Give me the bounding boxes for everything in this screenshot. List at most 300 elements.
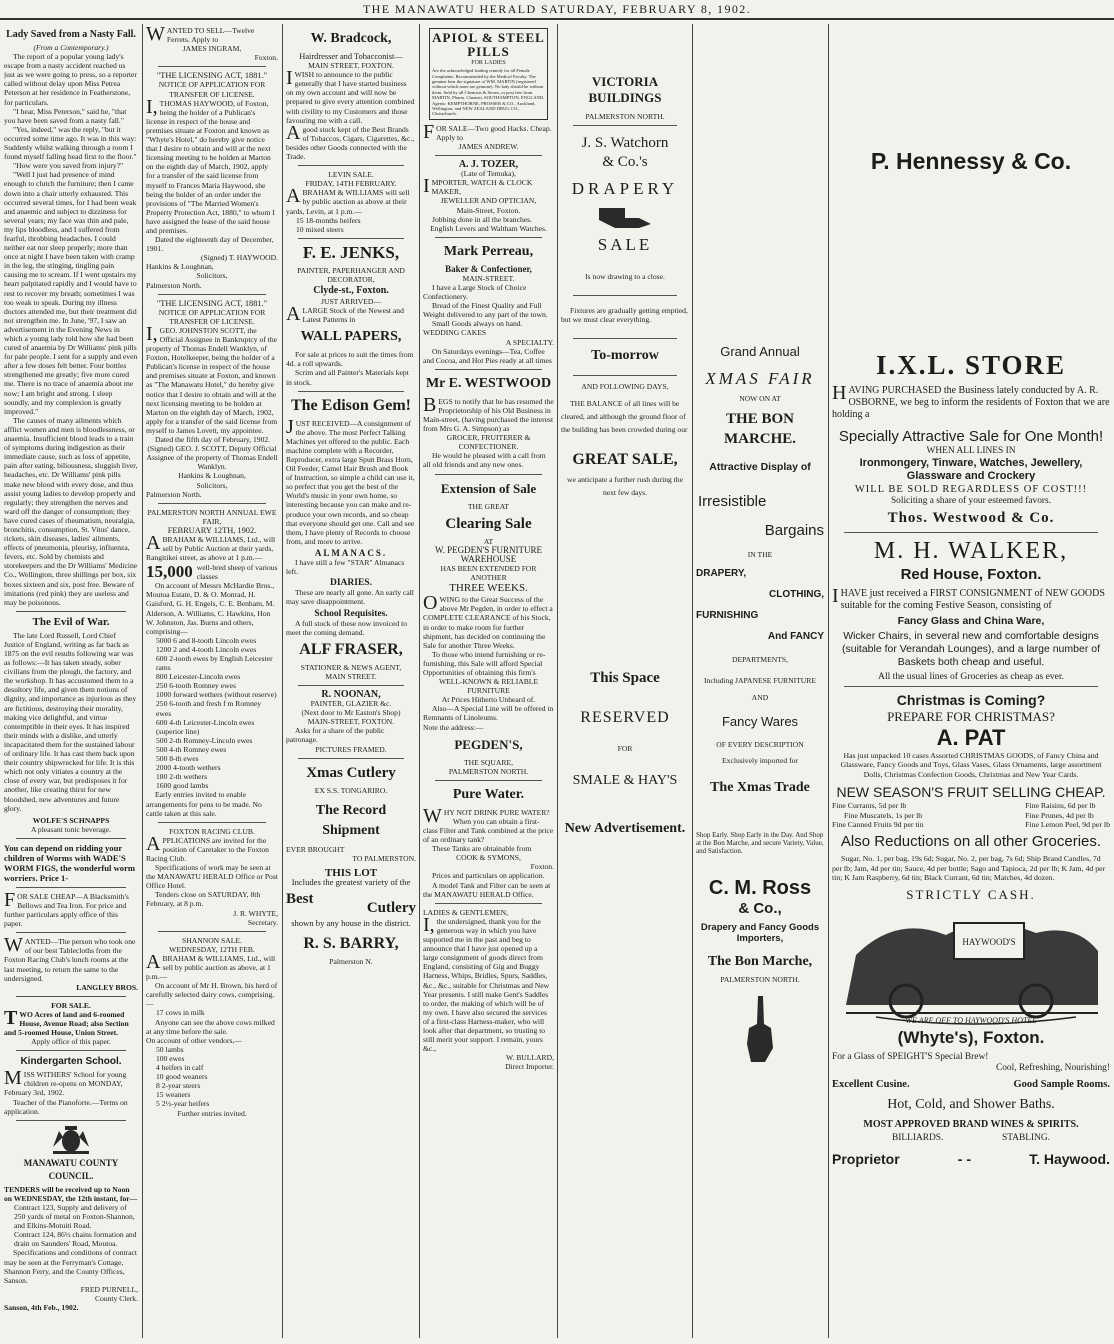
ad-water-body: These Tanks are obtainable from <box>432 844 532 854</box>
ad-water-body: Foxton. <box>530 862 554 872</box>
column-3 <box>286 26 416 1340</box>
ad-ewe-fair-body: ABRAHAM & WILLIAMS, Ltd., will sell by Public Auction at their yards, Rangitikei street, as above at 1 p.m.— <box>146 531 276 563</box>
ad-wolfe-title: WOLFE'S SCHNAPPS <box>32 815 110 825</box>
ad-japanese-furniture: Including JAPANESE FURNITURE <box>704 676 816 686</box>
ad-wines: MOST APPROVED BRAND WINES & SPIRITS. <box>863 1118 1079 1130</box>
ad-noonan-sub: PAINTER, GLAZIER &c. <box>310 699 392 709</box>
ad-worm-figs: You can depend on ridding your children of Worms with WADE'S WORM FIGS, the wonderful worm worriers. Price 1- <box>4 842 136 883</box>
ad-cutlery-ship: EX S.S. TONGARIRO. <box>314 785 388 795</box>
ad-bradcock-sub: Hairdresser and Tobacconist— <box>299 52 403 61</box>
ad-noonan-body: Asks for a share of the public patronage. <box>286 726 385 745</box>
ad-diaries-body: These are nearly all gone. An early call may save disappointment. <box>286 588 414 607</box>
ad-wanted-tablecloth: WANTED—The person who took one of our best Tablecloths from the Foxton Racing Club's lunch rooms at the last meeting, to return the same to the undersigned. <box>4 934 136 983</box>
ad-clothing-dept: CLOTHING, <box>769 589 824 601</box>
notice-licensing-sub: NOTICE OF APPLICATION FOR TRANSFER OF LICENSE. <box>158 307 266 326</box>
ad-levin-title: LEVIN SALE. <box>328 170 374 180</box>
article-source: (From a Contemporary.) <box>33 43 109 52</box>
list-item: 500 8-th ewes <box>156 754 199 764</box>
ad-shannon-body: On account of other vendors,— <box>146 1035 242 1045</box>
ad-proprietor-dash: - - <box>957 1150 971 1167</box>
ad-tozer-body: IMPORTER, WATCH & CLOCK MAKER, <box>423 175 533 198</box>
ad-tozer-body: English Levers and Waltham Watches. <box>430 223 547 233</box>
ad-almanacs-body: I have still a few "STAR" Almanacs left. <box>286 558 405 577</box>
ad-extension-the: THE GREAT <box>467 501 510 511</box>
ad-bullard-body: I,the undersigned, thank you for the generous way in which you have supported me in the past and beg to announce that I have just opened up a large consignment of goods direct from England, consisting of Gig and Buggy Harness, Whips, Bridles, Spurs, Saddles, &c., &c., suitable for Christmas and New Year presents. I still make Gent's Saddles to order, the making of which will be of my own. I have also secured the services of a first-class Harness-maker, who will look after that department, so trusting to still merit your support. I remain, yours &c., <box>423 913 550 1054</box>
coat-of-arms-icon <box>49 1125 93 1155</box>
ad-xmas-trade: The Xmas Trade <box>710 779 810 795</box>
notice-place: Palmerston North. <box>146 280 202 290</box>
ad-when-all: WHEN ALL LINES IN <box>926 446 1016 456</box>
list-item: 15 18-months heifers <box>296 215 361 225</box>
ad-shannon-title: SHANNON SALE. <box>182 935 242 945</box>
ad-perreau-body: Bread of the Finest Quality and Full Weight delivered to any part of the town. <box>423 301 548 320</box>
ad-racing-body: Tenders close on SATURDAY, 8th February, at 8 p.m. <box>146 890 261 909</box>
article-title-war: The Evil of War. <box>32 615 110 628</box>
notice-licensing-sub: NOTICE OF APPLICATION FOR TRANSFER OF LICENSE. <box>158 80 266 99</box>
ad-fancy-glass: Fancy Glass and China Ware, <box>897 615 1045 627</box>
ad-fraser-street: MAIN STREET. <box>325 671 377 681</box>
ad-fancy-dept: And FANCY <box>767 631 824 643</box>
ad-cool: Cool, Refreshing, Nourishing! <box>995 1062 1110 1073</box>
ad-perreau-body: On Saturdays evenings—Tea, Coffee and Cocoa, and Hot Pies ready at all times <box>423 346 552 365</box>
list-item: 10 good weaners <box>156 1072 208 1082</box>
ad-county-date: Sanson, 4th Feb., 1902. <box>4 1302 79 1312</box>
price-item: Fine Prunes, 4d per lb <box>1025 810 1094 820</box>
ad-special-sale: Specially Attractive Sale for One Month! <box>838 428 1104 445</box>
list-item: 5000 6 and 8-tooth Lincoln ewes <box>156 635 257 645</box>
ad-water-body: Prices and particulars on application. <box>432 871 545 881</box>
ad-grand-annual: Grand Annual <box>720 344 800 359</box>
ad-a-pat: A. PAT <box>936 725 1006 750</box>
ad-pegden-name: PEGDEN'S, <box>454 736 523 752</box>
ad-smale-hay: SMALE & HAY'S <box>572 772 678 788</box>
ad-shown: shown by any house in the district. <box>291 918 411 929</box>
ad-apiol-title: APIOL & STEEL PILLS <box>432 30 545 59</box>
ad-furnishing-dept: FURNISHING <box>696 610 759 622</box>
ad-thos-westwood: Thos. Westwood & Co. <box>887 510 1055 526</box>
ad-cm-ross: C. M. Ross <box>708 876 812 899</box>
ad-shop-early: Shop Early. Shop Early in the Day. And Shop at the Bon Marche, and secure Variety, Value, and Satisfaction. <box>696 830 824 856</box>
ad-jenks-title: F. E. JENKS, <box>302 242 400 262</box>
ad-forsale-title: FOR SALE. <box>51 1000 91 1010</box>
ad-county-p1: TENDERS will be received up to Noon on WEDNESDAY, the 12th instant, for— <box>4 1184 138 1203</box>
ad-drapery: DRAPERY <box>571 179 679 199</box>
ad-pegden-place: PALMERSTON NORTH. <box>448 766 529 776</box>
ad-cutlery-title: Xmas Cutlery <box>306 764 396 781</box>
ad-baths: Hot, Cold, and Shower Baths. <box>887 1096 1055 1112</box>
ad-racing-sig: J. R. WHYTE, <box>233 908 278 918</box>
ad-noonan-title: R. NOONAN, <box>321 688 381 700</box>
list-item: 1600 good lambs <box>156 781 209 791</box>
ad-edison-title: The Edison Gem! <box>290 396 411 414</box>
notice-solicitors: Hankins & Loughnan, <box>178 471 246 481</box>
ad-perreau-street: MAIN-STREET. <box>462 273 515 283</box>
column-4 <box>423 26 554 1340</box>
ad-kindergarten-title: Kindergarten School. <box>20 1056 122 1068</box>
ad-water-body: A model Tank and Filter can be seen at the MANAWATU HERALD Office. <box>423 880 551 899</box>
ad-county-sig2: County Clerk. <box>94 1293 138 1303</box>
price-item: Fine Currants, 5d per lb <box>832 801 907 811</box>
column-rule <box>419 24 420 1338</box>
ad-apiol-box <box>429 28 548 120</box>
ad-bullard-sig: W. BULLARD, <box>505 1053 554 1063</box>
ad-will-be-sold: WILL BE SOLD REGARDLESS OF COST!!! <box>854 484 1088 495</box>
ad-ewe-note: Early entries invited to enable arrangements for pens to be made. No cattle taken at this sale. <box>146 790 262 818</box>
ad-jenks-street: Clyde-st., Foxton. <box>313 284 389 296</box>
ad-fruit-prices <box>832 801 1110 829</box>
ad-noonan-body: PICTURES FRAMED. <box>315 744 387 754</box>
ad-three-weeks: THREE WEEKS. <box>449 582 528 595</box>
ad-pegden-warehouse: W. PEGDEN'S FURNITURE WAREHOUSE <box>434 544 543 564</box>
ad-tozer-sub: (Late of Temuka), <box>461 169 516 179</box>
ad-extension-body: Also—A Special Line will be offered in Remnants of Linoleums. <box>423 704 554 723</box>
ad-proprietor-row <box>832 1150 1110 1168</box>
ad-christmas-coming: Christmas is Coming? <box>896 692 1046 708</box>
column-6 <box>696 26 824 1340</box>
ad-apiol-body: Are the acknowledged leading remedy for all Female Complaints. Recommended by the Medical Faculty. The genuine bear the signature of WM. MARTIN (registered without which none are genuine). No lady should be without them. Sold by all Chemists & Stores, or post free from MARTIN, Pharm. Chemist, SOUTHAMPTON, ENGLAND. Agents: KEMPTHORNE, PROSSER & CO., Auckland, Wellington, and NEW ZEALAND DRUG CO., Christchurch. <box>432 68 545 117</box>
ad-levin-body: ABRAHAM & WILLIAMS will sell by public auction as above at their yards, Levin, at 1 p.m.— <box>286 185 410 216</box>
ad-ross-co: & Co., <box>738 899 782 917</box>
list-item: 10 mixed steers <box>296 224 344 234</box>
ad-perreau-body: WEDDING CAKES <box>423 328 487 338</box>
ad-bon-marche: THE BON MARCHE. <box>723 411 797 448</box>
ad-ixl-store: I.X.L. STORE <box>875 350 1067 380</box>
ad-victoria-place: PALMERSTON NORTH. <box>585 112 665 121</box>
ad-record-body: EVER BROUGHT <box>286 844 345 854</box>
ad-new-advertisement: New Advertisement. <box>564 820 686 836</box>
ad-cuisine-row <box>832 1078 1110 1092</box>
ad-watchorn-co: & Co.'s <box>602 154 648 171</box>
ad-bradcock-body: Agood stock kept of the Best Brands of Tobaccos, Cigars, Cigarettes, &c., besides other Goods connected with the Trade. <box>286 121 415 162</box>
ad-bon-marche-place: PALMERSTON NORTH. <box>720 974 800 984</box>
column-rule <box>557 24 558 1338</box>
ad-bullard-title: LADIES & GENTLEMEN, <box>423 907 508 917</box>
ad-ewe-fair-date: FEBRUARY 12TH, 1902. <box>167 525 257 535</box>
ad-wicker-chairs: Wicker Chairs, in several new and comfortable designs (suitable for Verandah Lounges), and a large number of Baskets both cheap and useful. <box>841 630 1100 668</box>
ad-exclusively: Exclusively imported for <box>722 755 798 765</box>
ad-shannon-date: WEDNESDAY, 12TH FEB. <box>169 944 255 954</box>
ad-kindergarten-body: MISS WITHERS' School for young children re-opens on MONDAY, February 3rd, 1902. <box>4 1067 127 1098</box>
ad-wanted-place: Foxton. <box>254 53 278 63</box>
ad-record-body: TO PALMERSTON. <box>352 853 416 863</box>
ad-clearing-sale: Clearing Sale <box>445 515 532 532</box>
pointing-hand-up-icon <box>743 994 777 1064</box>
ad-kindergarten-terms: Teacher of the Pianoforte.—Terms on application. <box>4 1097 128 1116</box>
notice-place: Palmerston North. <box>146 489 202 499</box>
list-item: 2000 4-tooth wethers <box>156 763 221 773</box>
ad-fraser-sub: STATIONER & NEWS AGENT, <box>300 662 402 672</box>
ad-water-body: When you can obtain a first-class Filter and Tank combined at the price of an ordinary tank? <box>423 816 554 845</box>
ad-perreau-body: Small Goods always on hand. <box>432 319 523 329</box>
ad-departments: DEPARTMENTS, <box>731 655 788 665</box>
ad-jenks-sub: PAINTER, PAPERHANGER AND DECORATOR, <box>297 265 405 284</box>
ad-water-title: Pure Water. <box>452 786 525 802</box>
ad-record-shipment: The Record Shipment <box>315 802 387 838</box>
list-item: 600 4-th Leicester-Lincoln ewes (superior line) <box>156 717 255 736</box>
ad-tomorrow: To-morrow <box>591 348 659 364</box>
ad-bradcock-body: IWISH to announce to the public generally that I have started business on my own account and will now be prepared to give every attention combined with civility to my Customers and those favouring me with a call. <box>286 67 415 125</box>
price-item: Fine Muscatels, 1s per lb <box>844 810 923 820</box>
ad-perreau-body: A SPECIALTY. <box>505 337 554 347</box>
ad-drapery-dept: DRAPERY, <box>696 568 747 580</box>
ad-fraser-title: ALF FRASER, <box>299 640 403 658</box>
ad-attractive-display: Attractive Display of <box>709 461 811 474</box>
ad-prepare: PREPARE FOR CHRISTMAS? <box>887 709 1055 724</box>
ad-shannon-body: Anyone can see the above cows milked at any time before the sale. <box>146 1017 275 1036</box>
ad-perreau-sub: Baker & Confectioner, <box>445 263 532 274</box>
ad-racing-club-title: FOXTON RACING CLUB. <box>169 826 255 836</box>
ad-perreau-title: Mark Perreau, <box>443 243 534 259</box>
article-paragraph: "I hear, Miss Peterson," said he, "that you have been saved from a nasty fall." <box>4 106 127 125</box>
ad-hennessy: P. Hennessy & Co. <box>870 148 1072 174</box>
ad-lot-body: Includes the greatest variety of the <box>291 877 411 887</box>
list-item: 500 2-th Romney-Lincoln ewes <box>156 735 253 745</box>
ad-xmas-fair: XMAS FAIR <box>705 369 815 388</box>
ad-victoria-buildings: VICTORIA BUILDINGS <box>588 74 662 105</box>
ad-strictly-cash: STRICTLY CASH. <box>906 886 1036 902</box>
price-item: Fine Canned Fruits 9d per tin <box>832 820 924 830</box>
ad-extension-title: Extension of Sale <box>440 480 537 496</box>
list-item: 180 2-th wethers <box>156 772 208 782</box>
ad-billiards: BILLIARDS. <box>892 1132 944 1143</box>
ad-levin-date: FRIDAY, 14TH FEBRUARY. <box>305 179 397 189</box>
ad-wolfe-sub: A pleasant tonic beverage. <box>30 824 112 834</box>
ad-cutlery: Cutlery <box>366 900 416 917</box>
list-item: 1200 2 and 4-tooth Lincoln ewes <box>156 644 257 654</box>
ad-bon-marche-2: The Bon Marche, <box>707 953 813 969</box>
ad-extension-body: WELL-KNOWN & RELIABLE FURNITURE <box>438 677 539 696</box>
list-item: 100 ewes <box>156 1053 185 1063</box>
ad-in-the: IN THE <box>747 550 773 560</box>
pointing-hand-icon <box>595 202 655 232</box>
ad-shannon-body: On account of Mr H. Brown, his herd of carefully selected dairy cows, comprising,— <box>146 981 278 1009</box>
notice-licensing-sig: (Signed) GEO. J. SCOTT, Deputy Official Assignee of the property of Thomas Endell Wanklyn. <box>146 444 278 472</box>
ad-barry-name: R. S. BARRY, <box>303 935 399 953</box>
article-paragraph: The report of a popular young lady's escape from a nasty accident reached us just as we were going to press, so a reporter called without delay upon Miss Petrea Peterson at her residence in Featherstone, for particulars. <box>4 52 137 107</box>
notice-solicitors: Hankins & Loughnan, <box>146 262 214 272</box>
ad-great-sale: GREAT SALE, <box>572 451 678 469</box>
ad-walker-body: IHAVE just received a FIRST CONSIGNMENT of NEW GOODS suitable for the coming Festive Season, consisting of <box>832 585 1105 611</box>
ad-perreau-body: I have a Large Stock of Choice Confectionery. <box>423 282 527 302</box>
list-item: 50 lambs <box>156 1044 184 1054</box>
ad-bullard-sig: Direct Importer. <box>505 1062 554 1072</box>
ad-county-council-title: MANAWATU COUNTY COUNCIL. <box>23 1157 119 1181</box>
ad-irresistible: Irresistible <box>698 493 767 511</box>
ad-water-body: COOK & SYMONS, <box>456 853 521 863</box>
ad-bradcock-title: W. Bradcock, <box>310 31 392 46</box>
ad-tozer-body: Jobbing done in all the branches. <box>432 214 532 224</box>
notice-licensing-title: "THE LICENSING ACT, 1881." <box>156 298 268 308</box>
ad-bradcock-street: MAIN STREET, FOXTON. <box>308 61 394 71</box>
notice-licensing-body: I,THOMAS HAYWOOD, of Foxton, being the holder of a Publican's license in respect of the house and premises situate at Foxton and known as "Whyte's Hotel," do hereby give notice that I desire to obtain and will at the next licensing meeting to be holden at Marton on the eighth day of March, 1902, apply for a transfer of the said license from myself to Frances Maria Haywood, she being the holder of an order under the provisions of "The Married Women's Property Protection Act, 1880," to whom I have assigned the lease of the said house and premises. <box>146 95 275 235</box>
list-item: 15 weaners <box>156 1090 191 1100</box>
ad-and: AND <box>751 693 769 703</box>
price-item: Fine Lemon Peel, 9d per lb <box>1025 820 1110 830</box>
ad-sugar-prices: Sugar, No. 1, per bag, 19s 6d; Sugar, No. 2, per bag, 7s 6d; Ship Brand Candles, 7d per lb; Jam, 4d per tin; Sauce, 4d per bottle; Sago and Tapioca, 2d per lb; K Jam, 4d per tin; K Jam Raspberry, 6d tin; Black Currant, 6d tin; Matches, 4d dozen. <box>832 854 1106 883</box>
ad-hacks-name: JAMES ANDREW. <box>458 141 519 151</box>
ad-following-days: AND FOLLOWING DAYS, <box>581 382 669 392</box>
ad-ewe-fair-title: PALMERSTON NORTH ANNUAL EWE FAIR, <box>147 507 277 526</box>
ad-westwood-title: Mr E. WESTWOOD <box>425 375 552 391</box>
ad-tozer-title: A. J. TOZER, <box>458 159 519 171</box>
ad-noonan-sub: (Next door to Mr Easton's Shop) <box>301 708 401 718</box>
ad-usual-lines: All the usual lines of Groceries as cheap as ever. <box>878 671 1064 682</box>
list-item: 600 2-tooth ewes by English Leicester rams <box>156 654 273 673</box>
column-rule <box>692 24 693 1338</box>
list-item: 250 6-tooth Romney ewes <box>156 681 236 691</box>
ad-westwood-body: He would be pleased with a call from all old friends and any new ones. <box>423 451 546 470</box>
ad-reserved: RESERVED <box>580 709 670 727</box>
ad-county-p4: Specifications and conditions of contract may be seen at the Ferryman's Cottage, Shannon Ferry, and the County Offices, Sanson. <box>4 1248 137 1285</box>
ad-speights: For a Glass of SPEIGHT'S Special Brew! <box>832 1051 989 1062</box>
ad-tozer-street: Main-Street, Foxton. <box>456 205 521 215</box>
column-5 <box>561 26 689 1340</box>
article-title-lady: Lady Saved from a Nasty Fall. <box>6 29 136 40</box>
ad-balance: THE BALANCE of all lines will be cleared, and although the ground floor of the building has been crowded during our <box>561 399 688 435</box>
list-item: 4 heifers in calf <box>156 1063 204 1073</box>
coach-sign: HAYWOOD'S <box>962 936 1016 947</box>
ad-wanted-name: JAMES INGRAM, <box>182 44 242 54</box>
ad-this-lot: THIS LOT <box>324 866 378 879</box>
coach-illustration <box>836 905 1106 1025</box>
ad-school-title: School Requisites. <box>314 608 388 619</box>
ad-best: Best <box>286 891 314 908</box>
ad-pegden-square: THE SQUARE, <box>464 757 513 767</box>
list-item: 17 cows in milk <box>156 1008 205 1018</box>
list-item: 1000 forward wethers (without reserve) <box>156 690 277 700</box>
ad-sample-rooms: Good Sample Rooms. <box>1013 1078 1110 1090</box>
list-item: 250 6-tooth and fresh f m Romney ewes <box>156 699 262 718</box>
column-2 <box>146 26 278 1340</box>
ad-for: FOR <box>617 744 633 754</box>
ad-county-sig: FRED PURNELL, <box>80 1284 138 1294</box>
ad-racing-body: Specifications of work may be seen at the MANAWATU HERALD Office or Post Office Hotel. <box>146 863 278 891</box>
ad-red-house: Red House, Foxton. <box>900 566 1042 583</box>
ad-jenks-arrived: JUST ARRIVED— <box>321 296 381 306</box>
ad-langley: LANGLEY BROS. <box>76 982 138 992</box>
ad-ironmongery: Ironmongery, Tinware, Watches, Jewellery, Glassware and Crockery <box>859 457 1083 482</box>
ad-ewe-account: On account of Messrs McHardie Bros., Moutoa Estate, D. & O. Monrad, H. Gaisford, G. H. Engels, C. E. Benham, M. Alderson, A. Williams, C. Hawkins, Hon W. Johnston, Jas. Burns and others, comprising— <box>146 581 275 636</box>
list-item: 500 4-th Romney ewes <box>156 744 227 754</box>
ad-extension-body: Note the address:— <box>423 722 484 732</box>
ad-westwood-body: BEGS to notify that he has resumed the Proprietorship of his Old Business in Main-street, (having purchased the interest from Mrs G. A. Simpson) as <box>423 393 554 434</box>
ad-extension-body: To those who intend furnishing or re-furnishing, this Sale will afford Special Opportunities of obtaining this firm's <box>423 649 546 677</box>
ad-forsale-apply: Apply office of this paper. <box>31 1037 111 1047</box>
ad-shannon-body: ABRAHAM & WILLIAMS, Ltd., will sell by public auction as above, at 1 p.m.— <box>146 950 276 982</box>
ad-pat-body: Has just unpacked 10 cases Assorted CHRISTMAS GOODS, of Fancy China and Glassware, Fancy Goods and Toys, Glass Vases, Glass Ornaments, large assortment Dolls, Christmas Confection Goods, Christmas and New Year Cards. <box>840 751 1102 779</box>
ad-westwood-body: GROCER, FRUITERER & CONFECTIONER. <box>446 433 531 452</box>
article-paragraph: The late Lord Russell, Lord Chief Justice of England, writing as far back as 1875 on the evil results following war was as follows:—It has taken steady, sober civilians from the plough, the factory, and the workshop. It has accustomed them to a desultory life, and given them notions of dignity, and importance as injurious as they are fictitious, destroying their morality, making vice delightful, and virtue contemptible in their eyes. It has inspired their minds with a dislike, and utterly incapacitated them for the sustained labour of ordinary life. It has cast them back upon their country shipwrecked for life. It is this which not only vitiates a country at the close of every war, but predisposes it for another, like creating thirst for new bloodshed, new adventures and future glory. <box>4 630 137 813</box>
list-item: 5 2½-year heifers <box>156 1099 210 1109</box>
notice-licensing-date: Dated the eighteenth day of December, 1901. <box>146 235 274 254</box>
notice-licensing-sig: (Signed) T. HAYWOOD. <box>200 253 278 263</box>
ad-extension-body: At Prices Hitherto Unheard of. <box>441 695 536 705</box>
ad-proprietor: Proprietor <box>832 1150 900 1167</box>
notice-solicitors: Solicitors, <box>196 271 228 281</box>
ad-sale-cheap: FOR SALE CHEAP—A Blacksmith's Bellows and Tea Iron. For price and further particulars apply office of this paper. <box>4 888 129 929</box>
ad-fancy-wares: Fancy Wares <box>721 714 799 730</box>
ad-diaries-title: DIARIES. <box>330 578 372 589</box>
ad-jenks-wallpapers: WALL PAPERS, <box>300 329 402 345</box>
ad-school-body: A full stock of these now invoiced to meet the coming demand. <box>286 618 407 637</box>
ad-water-body: WHY NOT DRINK PURE WATER? <box>423 804 550 827</box>
ad-tozer-body: JEWELLER AND OPTICIAN, <box>440 196 537 206</box>
ad-reductions: Also Reductions on all other Groceries. <box>840 833 1102 851</box>
ad-fruit-cheap: NEW SEASON'S FRUIT SELLING CHEAP. <box>836 784 1106 801</box>
ad-apiol-sub: FOR LADIES <box>471 60 506 66</box>
ad-jenks-body: ALARGE Stock of the Newest and Latest Patterns in <box>286 303 404 326</box>
ad-anticipate: we anticipate a further rush during the next few days. <box>567 475 683 498</box>
coach-banner: WE ARE OFF TO HAYWOOD'S HOTEL <box>905 1015 1037 1025</box>
ad-bargains: Bargains <box>764 522 824 540</box>
price-item: Fine Raisins, 6d per lb <box>1025 801 1096 811</box>
ad-stabling: STABLING. <box>1002 1132 1050 1143</box>
ad-drawing-close: Is now drawing to a close. <box>585 272 665 282</box>
ad-forsale-body: TWO Acres of land and 6-roomed House, Avenue Road; also Section and 5-roomed House, Union Street. <box>4 1006 129 1038</box>
ad-cuisine: Excellent Cusine. <box>832 1078 910 1090</box>
ad-watchorn-name: J. S. Watchorn <box>581 135 669 152</box>
ad-almanacs-title: ALMANACS. <box>314 547 388 558</box>
ad-county-p3: Contract 124, 86½ chains formation and drain on Saunders' Road, Moutoa. <box>14 1230 137 1249</box>
ad-ixl-body: HAVING PURCHASED the Business lately conducted by A. R. OSBORNE, we beg to inform the residents of Foxton that we are holding a <box>832 382 1110 420</box>
ad-ewe-count-text: well-bred sheep of various classes <box>196 562 278 581</box>
ad-extension-has: HAS BEEN EXTENDED FOR ANOTHER <box>440 563 537 583</box>
ad-this-space: This Space <box>590 670 660 687</box>
ad-ewe-count: 15,000 <box>146 562 193 582</box>
ad-noonan-street: MAIN-STREET, FOXTON. <box>307 717 395 727</box>
ad-now-on: NOW ON AT <box>739 394 781 403</box>
column-rule <box>828 24 829 1338</box>
ad-sale: SALE <box>597 235 653 255</box>
article-paragraph: "Well I just had presence of mind enough to clutch the furniture; then I came down into a chair utterly exhausted. This occurred several times, for I had been weak and anaemic and subject to dizziness for several years; my face was thin and pale, my lips bloodless, and I suffered from fearful, throbbing headaches. I could neither eat nor sleep properly; more than once at night I have been taken with cramp in the leg, the stinging, tingling pain causing me to scream. If I went upstairs my heart palpitated rapidly and I would have to rest to recover my breath; sometimes I was too weak to speak. During my illness doctors attended me, but their treatment did not strengthen me. In June, '97, I saw an advertisement in the Evening News in which a young lady told how she had been cured of anaemia by Dr Williams' pink pills for pale people. I sent for a supply and even after a few doses felt better. Four bottles strengthened me greatly; five more cured me. There is no trace of anaemia about me now; I am bright and strong. I sleep soundly, and my complexion is greatly improved." <box>4 170 138 416</box>
ad-billiards-row <box>832 1133 1110 1144</box>
ad-walker: M. H. WALKER, <box>873 538 1069 564</box>
ad-ross-sub: Drapery and Fancy Goods Importers, <box>700 921 820 945</box>
ad-extension-at: AT <box>483 536 494 546</box>
masthead: THE MANAWATU HERALD SATURDAY, FEBRUARY 8, 1902. <box>0 2 1114 20</box>
ad-racing-sig: Secretary. <box>247 917 278 927</box>
ad-hacks-body: FOR SALE—Two good Hacks. Cheap. Apply to <box>423 120 552 143</box>
ad-wanted-ferrets: WANTED TO SELL—Twelve Ferrets. Apply to <box>146 26 255 45</box>
ad-county-p2: Contract 123, Supply and delivery of 250 yards of metal on Foxton-Shannon, and Elkins-Motuiti Road. <box>14 1202 135 1231</box>
article-paragraph: "How were you saved from injury?" <box>13 161 124 171</box>
list-item: 8 2-year steers <box>156 1081 201 1091</box>
column-1 <box>4 26 138 1340</box>
notice-licensing-date: Dated the fifth day of February, 1902. <box>155 435 271 445</box>
article-paragraph: The causes of many ailments which afflict women and men is bloodlessness, or anaemia. Insufficient blood leads to a train of symptoms during indigestion as their immediate cause, such as loss of appetite, pain after eating, biliousness, sluggish liver, headaches, etc. Dr Williams' pink pills make new blood with every dose, and thus assist young ladies to develop properly and regularly; they strengthen the nerves and ward off the danger of consumption; they have cured cases of rheumatism, neuralgia, bronchitis, consumption, St. Vitus' dance, rickets, skin diseases, ladies' ailments, effects of pneumonia, pleurisy, influenza, fevers, etc. Sold by chemists and storekeepers and the Dr Williams' Medicine Co., Wellington, three shillings per box, six boxes sixteen and six, post free. Beware of imitations (red pink) they are useless and may be poisonous. <box>4 415 138 607</box>
notice-licensing-body: I,GEO. JOHNSTON SCOTT, the Official Assignee in Bankruptcy of the property of Thomas Endell Wanklyn, of Foxton, Hotelkeeper, being the holder of a Publican's license in respect of the house and premises situate at Foxton, and known as "The Manawatu Hotel," do hereby give notice that I desire to obtain and will at the next licensing meeting to be holden at Marton on the eighth day of March, 1902, apply for a transfer of the said license from myself to James Lovett, my appointee. <box>146 322 278 435</box>
ad-fixtures: Fixtures are gradually getting emptied, but we must clear everything. <box>561 306 688 325</box>
column-7 <box>832 26 1110 1340</box>
ad-shannon-end: Further entries invited. <box>177 1108 247 1118</box>
ad-extension-body: OWING to the Great Success of the above Mr Pegden, in order to effect a COMPLETE CLEARANCE of his Stock, in order to make room for further shipment, has decided on continuing the Sale for another Three Weeks. <box>423 592 553 650</box>
ad-soliciting: Soliciting a share of your esteemed favors. <box>890 496 1052 506</box>
notice-solicitors: Solicitors, <box>196 480 228 490</box>
list-item: 800 Leicester-Lincoln ewes <box>156 672 241 682</box>
ad-jenks-body: For sale at prices to suit the times from 4d. a roll upwards. <box>286 350 414 369</box>
article-paragraph: "Yes, indeed," was the reply, "but it occurred some time ago. It was in this way: Suddenly whilst walking through a room I found myself falling head first to the floor." <box>4 124 137 162</box>
ad-barry-place: Palmerston N. <box>329 957 373 967</box>
ad-edison-body: JUST RECEIVED—A consignment of the above. The most Perfect Talking Machines yet offered to the public. Each machine complete with a Recorder, Reproducer, extra large Spun Brass Horn, Oil Feeder, Camel Hair Brush and Book of Instruction, so simple a child can use it, so perfect that you get the best of the World's music in your own home, so interesting because you can make and re-produce your own records, and so cheap that everyone should get one. Call and see them, I have plenty of Records to choose from, and more to arrive. <box>286 415 415 546</box>
ad-jenks-body: Scrim and all Painter's Materials kept in stock. <box>286 368 409 387</box>
ad-racing-body: APPLICATIONS are invited for the position of Caretaker to the Foxton Racing Club. <box>146 832 269 863</box>
column-rule <box>282 24 283 1338</box>
ad-t-haywood: T. Haywood. <box>1029 1150 1110 1167</box>
ad-whytes-foxton: (Whyte's), Foxton. <box>897 1027 1045 1047</box>
notice-licensing-title: "THE LICENSING ACT, 1881." <box>156 71 268 81</box>
column-rule <box>142 24 143 1338</box>
ad-every-description: OF EVERY DESCRIPTION <box>716 740 804 750</box>
